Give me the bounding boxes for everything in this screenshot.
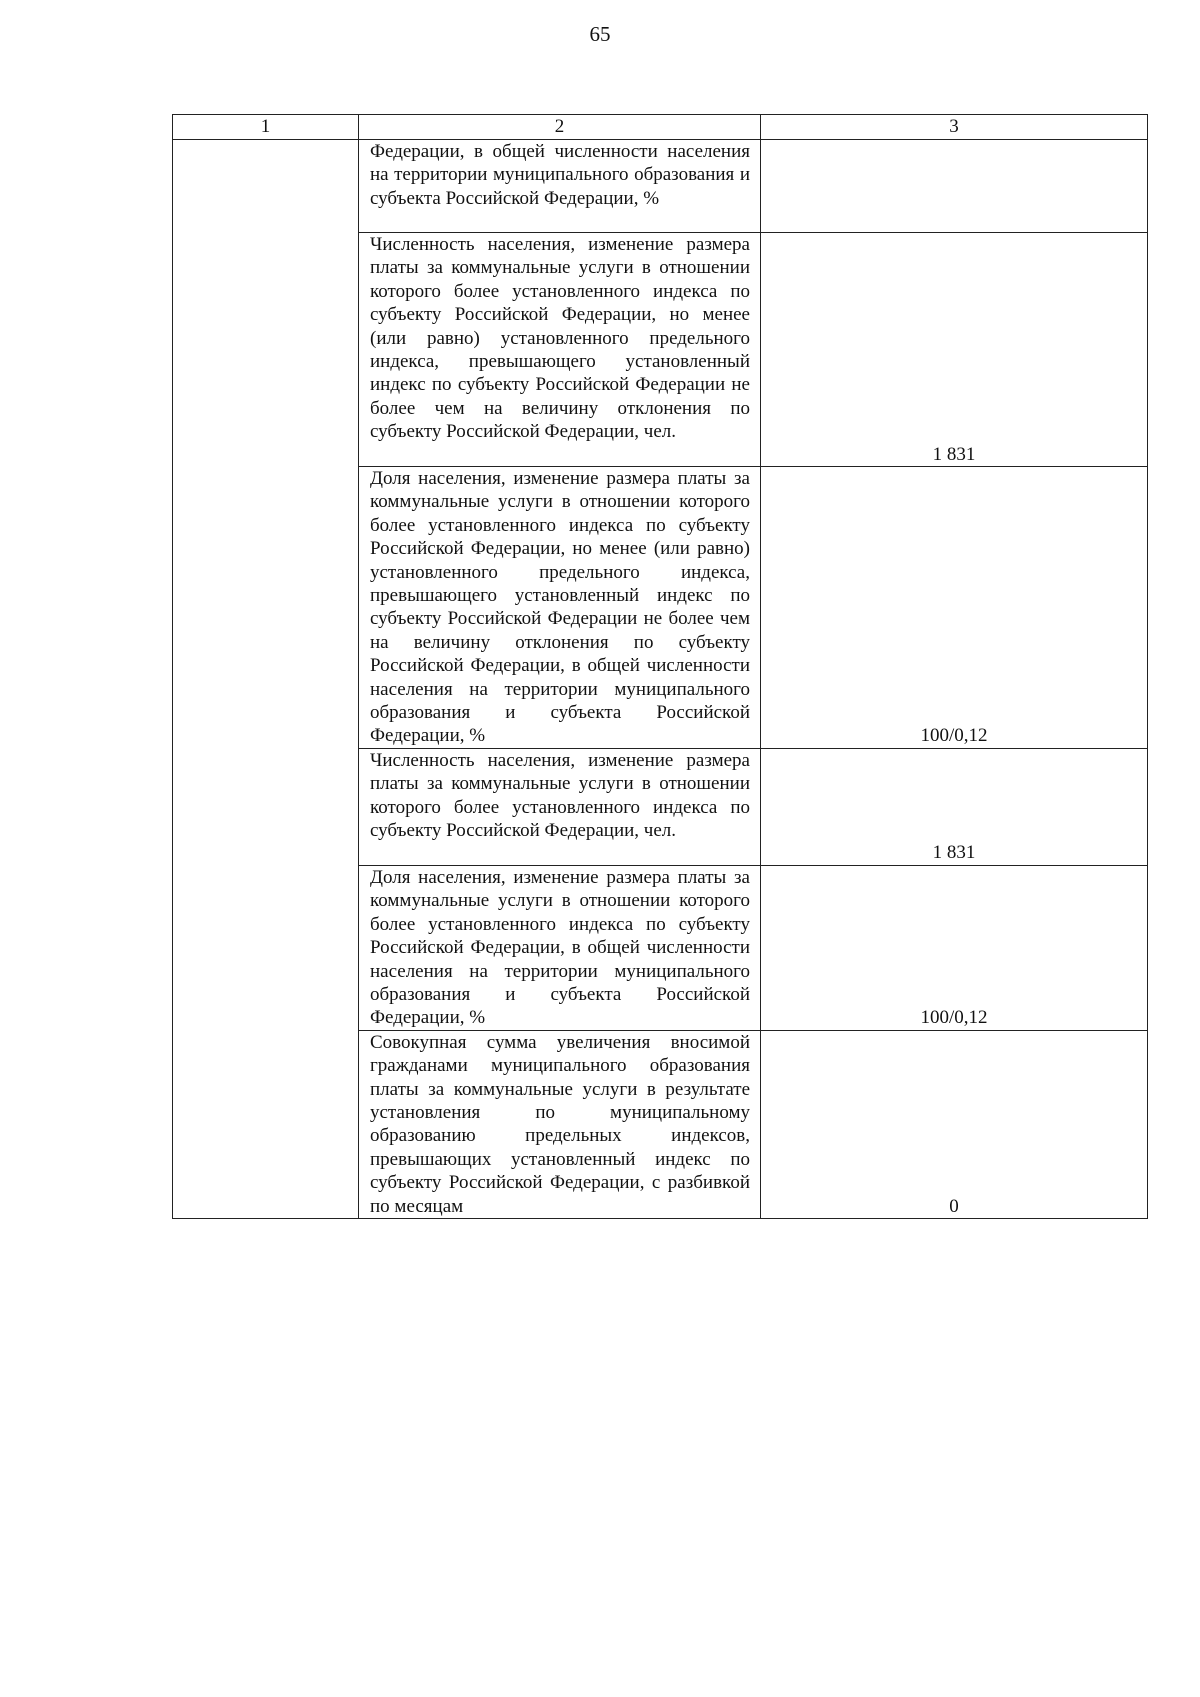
page-number: 65 [589,22,611,46]
row-description: Доля населения, изменение размера платы за коммунальные услуги в отношении которого более установленного индекса по субъекту Российской Федерации, но менее (или равно) установленного предельного индекса, превышающего установленный индекс по субъекту Российской Федерации не более чем на величину отклонения по субъекту Российской Федерации, в общей численности населения на территории муниципального образования и субъекта Российской Федерации, % [359,467,761,749]
row-description: Совокупная сумма увеличения вносимой гражданами муниципального образования платы за коммунальные услуги в результате установления по муниципальному образованию предельных индексов, превышающих установленный индекс по субъекту Российской Федерации, с разбивкой по месяцам [359,1030,761,1218]
table-row [173,140,1148,233]
row-value: 0 [761,1030,1148,1218]
row-value [761,140,1148,233]
header-cell-3: 3 [761,115,1148,140]
row-description: Численность населения, изменение размера платы за коммунальные услуги в отношении которого более установленного индекса по субъекту Российской Федерации, чел. [359,748,761,865]
row-value: 100/0,12 [761,865,1148,1030]
indicators-table [172,114,1148,1219]
row-description: Доля населения, изменение размера платы за коммунальные услуги в отношении которого более установленного индекса по субъекту Российской Федерации, в общей численности населения на территории муниципального образования и субъекта Российской Федерации, % [359,865,761,1030]
row-value: 1 831 [761,233,1148,467]
row-description: Федерации, в общей численности населения на территории муниципального образования и субъекта Российской Федерации, % [359,140,761,233]
header-cell-1: 1 [173,115,359,140]
header-cell-2: 2 [359,115,761,140]
row-value: 100/0,12 [761,467,1148,749]
table-header-row [173,115,1148,140]
row-description: Численность населения, изменение размера платы за коммунальные услуги в отношении которого более установленного индекса по субъекту Российской Федерации, но менее (или равно) установленного предельного индекса, превышающего установленный индекс по субъекту Российской Федерации не более чем на величину отклонения по субъекту Российской Федерации, чел. [359,233,761,467]
row-value: 1 831 [761,748,1148,865]
column-1-cell [173,140,359,1219]
